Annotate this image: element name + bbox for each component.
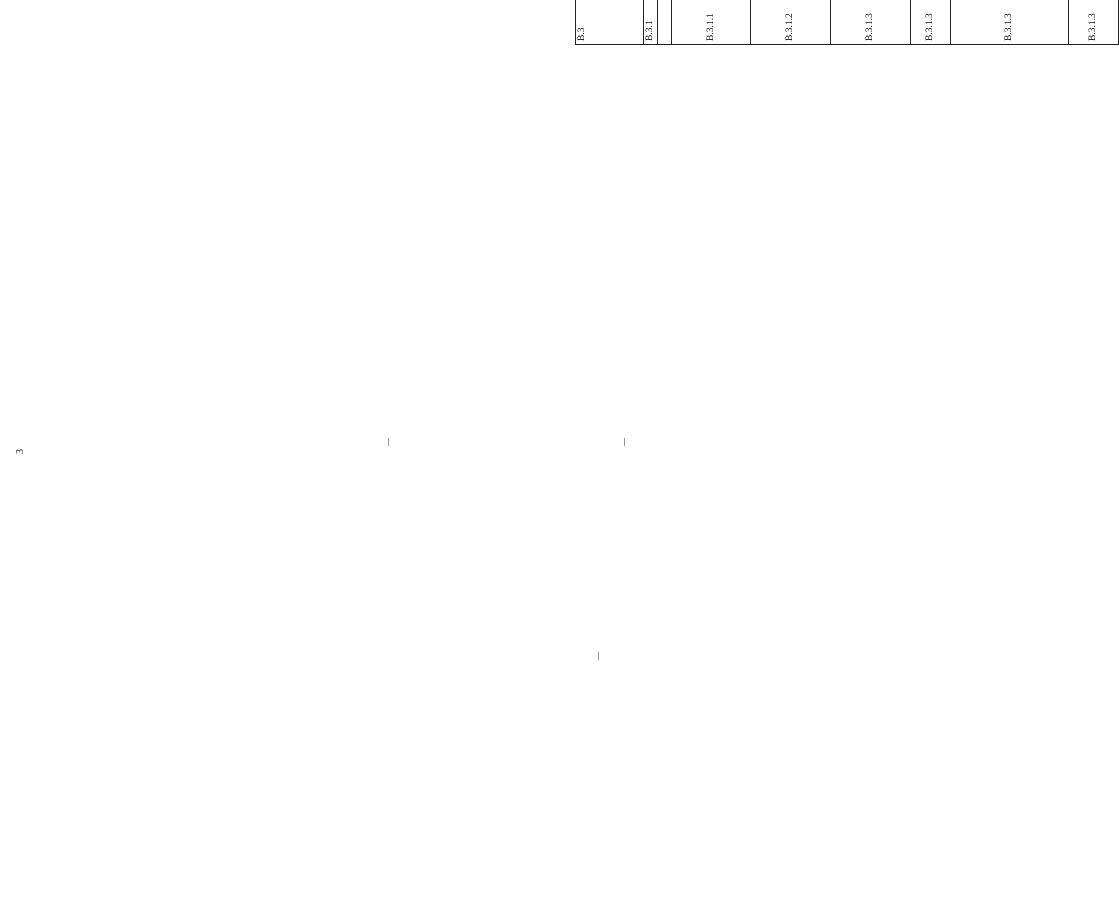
table-row-b3: [576, 0, 644, 45]
row-code: В.3: [576, 0, 644, 45]
margin-tick: [598, 652, 599, 660]
indicators-table: [575, 0, 1119, 45]
row-code: В.3.1.1: [671, 0, 750, 45]
table-row: [751, 0, 830, 45]
empty-cell: [657, 0, 671, 45]
row-code: В.3.1.3: [830, 0, 910, 45]
table-row: [910, 0, 950, 45]
row-code: В.3.1.3: [1068, 0, 1118, 45]
margin-tick: [624, 438, 625, 446]
row-code: В.3.1.3: [910, 0, 950, 45]
table-row: [950, 0, 1068, 45]
table-row-checks: [657, 0, 671, 45]
row-code: В.3.1: [644, 0, 658, 45]
rotated-table-container: [575, 0, 1098, 45]
table-row-b31: [644, 0, 658, 45]
table-row: [1068, 0, 1118, 45]
row-code: В.3.1.2: [751, 0, 830, 45]
table-row: [830, 0, 910, 45]
page-number: 3: [15, 449, 26, 454]
margin-tick: [388, 438, 389, 446]
row-code: В.3.1.3: [950, 0, 1068, 45]
table-row: [671, 0, 750, 45]
